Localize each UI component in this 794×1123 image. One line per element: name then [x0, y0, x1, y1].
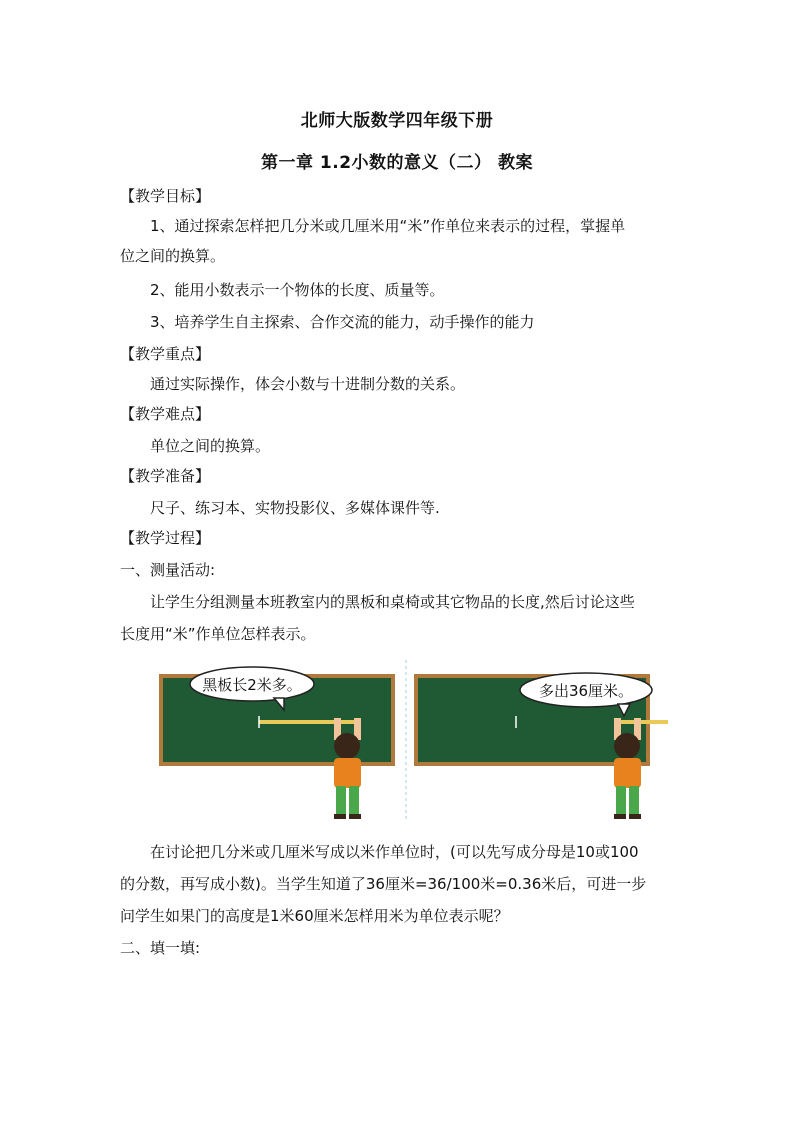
process-heading: 【教学过程】: [120, 529, 211, 547]
difficulty-heading: 【教学难点】: [120, 405, 211, 423]
goal-1-line-1: 1、通过探索怎样把几分米或几厘米用“米”作单位来表示的过程，掌握单: [150, 217, 626, 235]
difficulty-text: 单位之间的换算。: [150, 437, 271, 455]
blackboard-measuring-illustration: [156, 660, 676, 822]
document-subtitle: 第一章 1.2小数的意义（二） 教案: [261, 153, 533, 173]
left-bubble-text: 黑板长2米多。: [202, 676, 302, 694]
goal-1-line-2: 位之间的换算。: [120, 247, 226, 265]
key-points-text: 通过实际操作，体会小数与十进制分数的关系。: [150, 375, 466, 393]
paragraph-line-1: 在讨论把几分米或几厘米写成以米作单位时，(可以先写成分母是10或100: [150, 843, 639, 861]
goals-heading: 【教学目标】: [120, 187, 211, 205]
preparation-heading: 【教学准备】: [120, 467, 211, 485]
goal-2: 2、能用小数表示一个物体的长度、质量等。: [150, 281, 445, 299]
section-1-heading: 一、测量活动:: [120, 561, 216, 579]
preparation-text: 尺子、练习本、实物投影仪、多媒体课件等.: [150, 499, 440, 517]
section-1-line-2: 长度用“米”作单位怎样表示。: [120, 625, 316, 643]
paragraph-line-2: 的分数，再写成小数)。当学生知道了36厘米=36/100米=0.36米后，可进一步: [120, 875, 647, 893]
key-points-heading: 【教学重点】: [120, 345, 211, 363]
paragraph-line-3: 问学生如果门的高度是1米60厘米怎样用米为单位表示呢？: [120, 907, 509, 925]
right-panel: [414, 673, 668, 819]
right-boy: [614, 718, 641, 819]
left-boy: [334, 718, 361, 819]
document-title: 北师大版数学四年级下册: [300, 111, 494, 131]
section-2-heading: 二、填一填:: [120, 939, 201, 957]
section-1-line-1: 让学生分组测量本班教室内的黑板和桌椅或其它物品的长度,然后讨论这些: [150, 593, 635, 611]
goal-3: 3、培养学生自主探索、合作交流的能力，动手操作的能力: [150, 313, 535, 331]
left-panel: [159, 667, 395, 819]
right-bubble-text: 多出36厘米。: [538, 682, 634, 700]
